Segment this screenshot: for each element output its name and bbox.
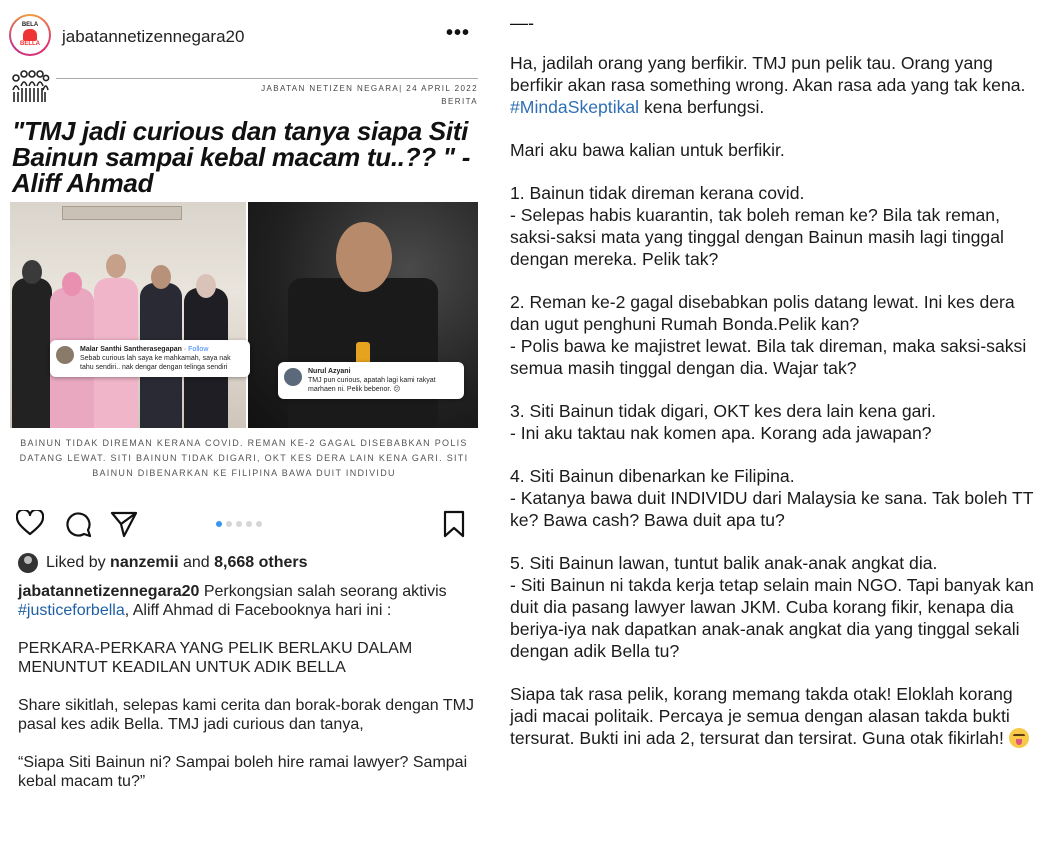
carousel-indicator xyxy=(216,521,262,527)
commenter-avatar xyxy=(56,346,74,364)
caption-paragraph xyxy=(18,582,480,620)
text-paragraph: 1. Bainun tidak direman kerana covid. - Selepas habis kuarantin, tak boleh reman ke? Bila tak reman, saksi-saksi mata yang tinggal dengan Bainun masih lagi tinggal dengan mereka. Pelik tak? xyxy=(510,183,1004,269)
text-paragraph xyxy=(510,52,1036,118)
person xyxy=(12,278,52,428)
avatar-figure-icon xyxy=(23,29,37,41)
caption-paragraph: “Siapa Siti Bainun ni? Sampai boleh hire ramai lawyer? Sampai kebal macam tu?” xyxy=(18,754,468,790)
caption-paragraph: Share sikitlah, selepas kami cerita dan borak-borak dengan TMJ pasal kes adik Bella. TMJ jadi curious dan tanya, xyxy=(18,697,474,733)
carousel-dot xyxy=(236,521,242,527)
hashtag-link[interactable]: #MindaSkeptikal xyxy=(510,97,640,117)
image-caption: BAINUN TIDAK DIREMAN KERANA COVID. REMAN KE-2 GAGAL DISEBABKAN POLIS DATANG LEWAT. SITI BAINUN TIDAK DIGARI, OKT KES DERA LAIN KENA GARI. SITI BAINUN DIBENARKAN KE FILIPINA BAWA DUIT INDIVIDU xyxy=(19,438,469,478)
comment-text: TMJ pun curious, apatah lagi kami rakyat marhaen ni. Pelik bebenor. 😕 xyxy=(308,377,436,393)
meta-source: JABATAN NETIZEN NEGARA| 24 APRIL 2022 xyxy=(261,84,478,93)
comment-text: Sebab curious lah saya ke mahkamah, saya nak tahu sendiri.. nak dengar dengan telinga sendiri xyxy=(80,355,231,371)
header-rule xyxy=(56,78,478,79)
post-image[interactable] xyxy=(8,66,488,486)
avatar-text-bottom: BELLA xyxy=(20,41,40,47)
share-icon[interactable] xyxy=(110,510,138,538)
likes-count[interactable]: 8,668 others xyxy=(214,554,308,571)
commenter-avatar xyxy=(284,368,302,386)
person-head xyxy=(62,272,82,296)
comment-card-1: Malar Santhi Santherasegapan · Follow Sebab curious lah saya ke mahkamah, saya nak tahu sendiri.. nak dengar dengan telinga sendiri xyxy=(50,340,250,377)
liker-username[interactable]: nanzemii xyxy=(110,554,179,571)
post-username[interactable]: jabatannetizennegara20 xyxy=(62,27,245,46)
text-paragraph: 3. Siti Bainun tidak digari, OKT kes dera lain kena gari. - Ini aku taktau nak komen apa. Korang ada jawapan? xyxy=(510,401,937,443)
paragraph-text: Ha, jadilah orang yang berfikir. TMJ pun pelik tau. Orang yang berfikir akan rasa something wrong. Akan rasa ada yang tak kena. xyxy=(510,53,1026,95)
caption-username[interactable]: jabatannetizennegara20 xyxy=(18,583,200,600)
carousel-dot xyxy=(216,521,222,527)
carousel-dot xyxy=(246,521,252,527)
post-text-continuation xyxy=(490,0,1050,850)
text-paragraph: Mari aku bawa kalian untuk berfikir. xyxy=(510,140,785,160)
carousel-dot xyxy=(256,521,262,527)
post-meta xyxy=(261,82,478,108)
person-head xyxy=(151,265,171,289)
person-head xyxy=(106,254,126,278)
likes-prefix: Liked by xyxy=(46,554,106,571)
comment-icon[interactable] xyxy=(64,510,92,538)
photo-collage xyxy=(10,202,478,428)
person-head xyxy=(196,274,216,298)
caption-paragraph: PERKARA-PERKARA YANG PELIK BERLAKU DALAM MENUNTUT KEADILAN UNTUK ADIK BELLA xyxy=(18,640,413,676)
likes-row xyxy=(18,553,308,573)
liker-avatar xyxy=(18,553,38,573)
follow-link: Follow xyxy=(188,346,209,353)
avatar-text-top: BELA xyxy=(21,22,39,28)
text-paragraph: 4. Siti Bainun dibenarkan ke Filipina. - Katanya bawa duit INDIVIDU dari Malaysia ke sana. Tak boleh TT ke? Bawa cash? Bawa duit apa tu? xyxy=(510,466,1034,530)
caption-text-2: , Aliff Ahmad di Facebooknya hari ini : xyxy=(124,602,392,619)
more-horizontal-icon[interactable]: ••• xyxy=(445,22,470,44)
person-head xyxy=(22,260,42,284)
separator-dash: —- xyxy=(510,13,534,33)
squinting-tongue-emoji-icon xyxy=(1009,728,1029,748)
likes-and: and xyxy=(182,554,210,571)
commenter-name: Malar Santhi Santherasegapan xyxy=(80,346,182,353)
paragraph-text: Siapa tak rasa pelik, korang memang takda otak! Eloklah korang jadi macai politaik. Percaya je semua dengan alasan takda bukti tersurat. Bukti ini ada 2, tersurat dan tersirat. Guna otak fikirlah! xyxy=(510,684,1013,748)
post-caption xyxy=(18,582,480,810)
text-paragraph: 5. Siti Bainun lawan, tuntut balik anak-anak angkat dia. - Siti Bainun ni takda kerja tetap selain main NGO. Tapi banyak kan duit dia pasang lawyer lawan JKM. Cuba korang fikir, kenapa dia beriya-iya nak dapatkan anak-anak angkat dia yang tinggal sekali dengan adik Bella tu? xyxy=(510,553,1034,661)
caption-text-1: Perkongsian salah seorang aktivis xyxy=(199,583,447,600)
commenter-name: Nurul Azyani xyxy=(308,368,351,375)
instagram-post-panel xyxy=(0,0,490,850)
post-actions xyxy=(0,506,490,542)
profile-avatar[interactable] xyxy=(9,14,51,56)
comment-card-2 xyxy=(278,362,464,399)
hashtag-link[interactable]: #justiceforbella xyxy=(18,602,125,619)
bookmark-icon[interactable] xyxy=(442,510,466,538)
text-paragraph: 2. Reman ke-2 gagal disebabkan polis datang lewat. Ini kes dera dan ugut penghuni Rumah Bonda.Pelik kan? - Polis bawa ke majistret lewat. Bila tak direman, maka saksi-saksi semua masih tinggal dengan dia. Wajar tak? xyxy=(510,292,1027,378)
post-title: "TMJ jadi curious dan tanya siapa Siti Bainun sampai kebal macam tu..?? " - Aliff Ahmad xyxy=(12,116,471,198)
heart-icon[interactable] xyxy=(16,510,44,536)
meta-section: BERITA xyxy=(441,97,478,106)
text-paragraph xyxy=(510,683,1036,749)
person-head xyxy=(336,222,392,292)
group-photo xyxy=(10,202,246,428)
wall-sign xyxy=(62,206,182,220)
carousel-dot xyxy=(226,521,232,527)
paragraph-text: kena berfungsi. xyxy=(639,97,765,117)
people-logo-icon xyxy=(10,68,50,104)
post-header xyxy=(0,0,490,66)
